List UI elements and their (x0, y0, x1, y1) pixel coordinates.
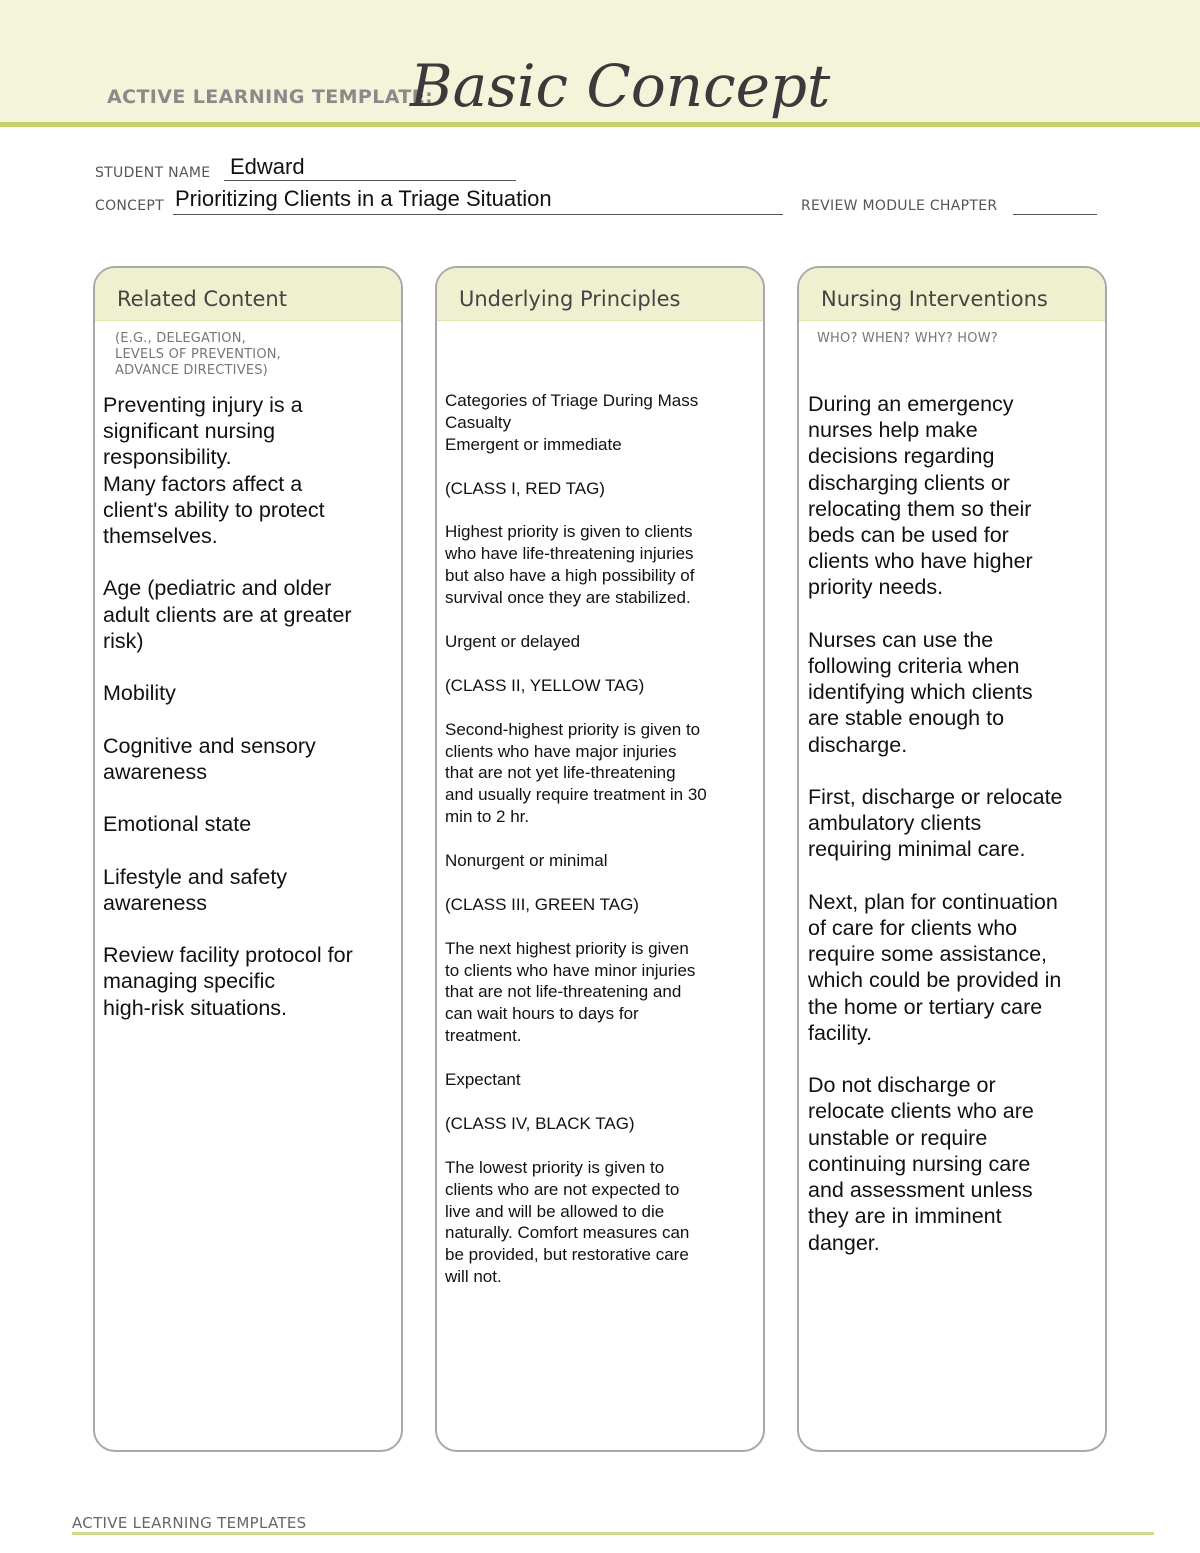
student-name-underline (224, 180, 516, 181)
template-title: Basic Concept (410, 52, 831, 120)
student-name-label: STUDENT NAME (95, 165, 211, 181)
panel-subtitle: (E.G., DELEGATION, LEVELS OF PREVENTION, ADVANCE DIRECTIVES) (115, 331, 282, 378)
panel-title: Underlying Principles (459, 287, 681, 311)
concept-underline (173, 214, 783, 215)
nursing-interventions-text[interactable]: During an emergency nurses help make decisions regarding discharging clients or relocating them so their beds can be used for clients who have higher priority needs. Nurses can use the following criteria when identifying which clients are stable enough to discharge. First, discharge or relocate ambulatory clients requiring minimal care. Next, plan for continuation of care for clients who require some assistance, which could be provided in the home or tertiary care facility. Do not discharge or relocate clients who are unstable or require continuing nursing care and assessment unless they are in imminent danger. (808, 392, 1063, 1255)
panel-title: Nursing Interventions (821, 287, 1048, 311)
underlying-principles-text[interactable]: Categories of Triage During Mass Casualty Emergent or immediate (CLASS I, RED TAG) Highest priority is given to clients who have life-threatening injuries but also have a high possibility of survival once they are stabilized. Urgent or delayed (CLASS II, YELLOW TAG) Second-highest priority is given to clients who have major injuries that are not yet life-threatening and usually require treatment in 30 min to 2 hr. Nonurgent or minimal (CLASS III, GREEN TAG) The next highest priority is given to clients who have minor injuries that are not life-threatening and can wait hours to days for treatment. Expectant (CLASS IV, BLACK TAG) The lowest priority is given to clients who are not expected to live and will be allowed to die naturally. Comfort measures can be provided, but restorative care will not. (445, 391, 707, 1287)
concept-field[interactable]: Prioritizing Clients in a Triage Situation (175, 186, 552, 211)
student-name-field[interactable]: Edward (230, 154, 305, 179)
related-content-text[interactable]: Preventing injury is a significant nursing responsibility. Many factors affect a client's ability to protect themselves. Age (pediatric and older adult clients are at greater risk) Mobility Cognitive and sensory awareness Emotional state Lifestyle and safety awareness Review facility protocol for managing specific high-risk situations. (103, 393, 353, 1020)
footer-divider (72, 1532, 1154, 1535)
panel-header (799, 268, 1105, 321)
panel-title: Related Content (117, 287, 287, 311)
concept-label: CONCEPT (95, 198, 164, 214)
underlying-principles-panel (435, 266, 765, 1452)
template-label: ACTIVE LEARNING TEMPLATE: (107, 86, 434, 108)
review-module-label: REVIEW MODULE CHAPTER (801, 198, 998, 214)
header-divider (0, 122, 1200, 127)
panel-header (95, 268, 401, 321)
related-content-panel (93, 266, 403, 1452)
footer-label: ACTIVE LEARNING TEMPLATES (72, 1514, 307, 1532)
panel-subtitle: WHO? WHEN? WHY? HOW? (817, 331, 998, 346)
review-module-field[interactable] (1013, 214, 1097, 215)
nursing-interventions-panel (797, 266, 1107, 1452)
panel-header (437, 268, 763, 321)
